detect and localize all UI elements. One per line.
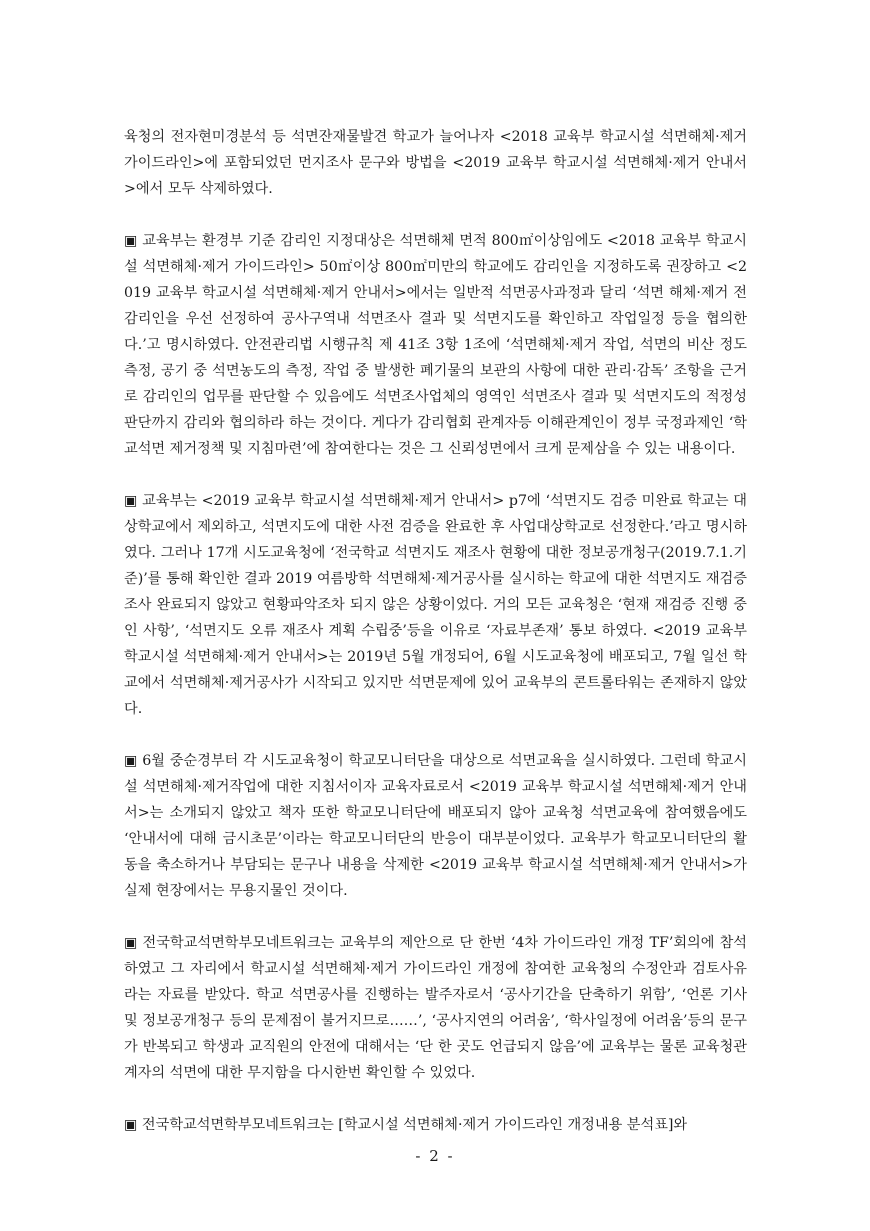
- paragraph-gap: [124, 462, 747, 488]
- paragraph-4: ▣ 6월 중순경부터 각 시도교육청이 학교모니터단을 대상으로 석면교육을 실시하였다. 그런데 학교시설 석면해체·제거작업에 대한 지침서이자 교육자료로서 <2019 교육부 학교시설 석면해체·제거 안내서>는 소개되지 않았고 책자 또한 학교모니터단에 배포되지 않아 교육청 석면교육에 참여했음에도 ‘안내서에 대해 금시초문’이라는 학교모니터단의 반응이 대부분이었다. 교육부가 학교모니터단의 활동을 축소하거나 부담되는 문구나 내용을 삭제한 <2019 교육부 학교시설 석면해체·제거 안내서>가 실제 현장에서는 무용지물인 것이다.: [124, 753, 747, 899]
- page-number: - 2 -: [415, 1147, 455, 1165]
- paragraph-6: ▣ 전국학교석면학부모네트워크는 [학교시설 석면해체·제거 가이드라인 개정내용 분석표]와: [124, 1117, 688, 1133]
- paragraph-gap: [124, 202, 747, 228]
- paragraph-gap: [124, 1086, 747, 1112]
- paragraph-5: ▣ 전국학교석면학부모네트워크는 교육부의 제안으로 단 한번 ‘4차 가이드라인 개정 TF’회의에 참석하였고 그 자리에서 학교시설 석면해체·제거 가이드라인 개정에 참여한 교육청의 수정안과 검토사유라는 자료를 받았다. 학교 석면공사를 진행하는 발주자로서 ‘공사기간을 단축하기 위함’, ‘언론 기사 및 정보공개청구 등의 문제점이 불거지므로……’, ‘공사지연의 어려움’, ‘학사일정에 어려움’등의 문구가 반복되고 학생과 교직원의 안전에 대해서는 ‘단 한 곳도 언급되지 않음’에 교육부는 물론 교육청관계자의 석면에 대한 무지함을 다시한번 확인할 수 있었다.: [124, 935, 747, 1081]
- paragraph-2: ▣ 교육부는 환경부 기준 감리인 지정대상은 석면해체 면적 800㎡이상임에도 <2018 교육부 학교시설 석면해체·제거 가이드라인> 50㎡이상 800㎡미만의 학교에도 감리인을 지정하도록 권장하고 <2019 교육부 학교시설 석면해체·제거 안내서>에서는 일반적 석면공사과정과 달리 ‘석면 해체·제거 전 감리인을 우선 선정하여 공사구역내 석면조사 결과 및 석면지도를 확인하고 작업일정 등을 협의한다.’고 명시하였다. 안전관리법 시행규칙 제 41조 3항 1조에 ‘석면해체·제거 작업, 석면의 비산 정도 측정, 공기 중 석면농도의 측정, 작업 중 발생한 폐기물의 보관의 사항에 대한 관리·감독’ 조항을 근거로 감리인의 업무를 판단할 수 있음에도 석면조사업체의 영역인 석면조사 결과 및 석면지도의 적정성 판단까지 감리와 협의하라 하는 것이다. 게다가 감리협회 관계자등 이해관계인이 정부 국정과제인 ‘학교석면 제거정책 및 지침마련’에 참여한다는 것은 그 신뢰성면에서 크게 문제삼을 수 있는 내용이다.: [124, 233, 748, 457]
- paragraph-gap: [124, 904, 747, 930]
- paragraph-3: ▣ 교육부는 <2019 교육부 학교시설 석면해체·제거 안내서> p7에 ‘석면지도 검증 미완료 학교는 대상학교에서 제외하고, 석면지도에 대한 사전 검증을 완료한 후 사업대상학교로 선정한다.’라고 명시하였다. 그러나 17개 시도교육청에 ‘전국학교 석면지도 재조사 현황에 대한 정보공개청구(2019.7.1.기준)’를 통해 확인한 결과 2019 여름방학 석면해체·제거공사를 실시하는 학교에 대한 석면지도 재검증조사 완료되지 않았고 현황파악조차 되지 않은 상황이었다. 거의 모든 교육청은 ‘현재 재검증 진행 중인 사항’, ‘석면지도 오류 재조사 계획 수립중’등을 이유로 ‘자료부존재’ 통보 하였다. <2019 교육부 학교시설 석면해체·제거 안내서>는 2019년 5월 개정되어, 6월 시도교육청에 배포되고, 7월 일선 학교에서 석면해체·제거공사가 시작되고 있지만 석면문제에 있어 교육부의 콘트롤타워는 존재하지 않았다.: [124, 493, 747, 717]
- paragraph-1: 육청의 전자현미경분석 등 석면잔재물발견 학교가 늘어나자 <2018 교육부 학교시설 석면해체·제거 가이드라인>에 포함되었던 먼지조사 문구와 방법을 <2019 교육부 학교시설 석면해체·제거 안내서>에서 모두 삭제하였다.: [124, 129, 747, 197]
- document-body: [124, 124, 747, 1138]
- paragraph-gap: [124, 722, 747, 748]
